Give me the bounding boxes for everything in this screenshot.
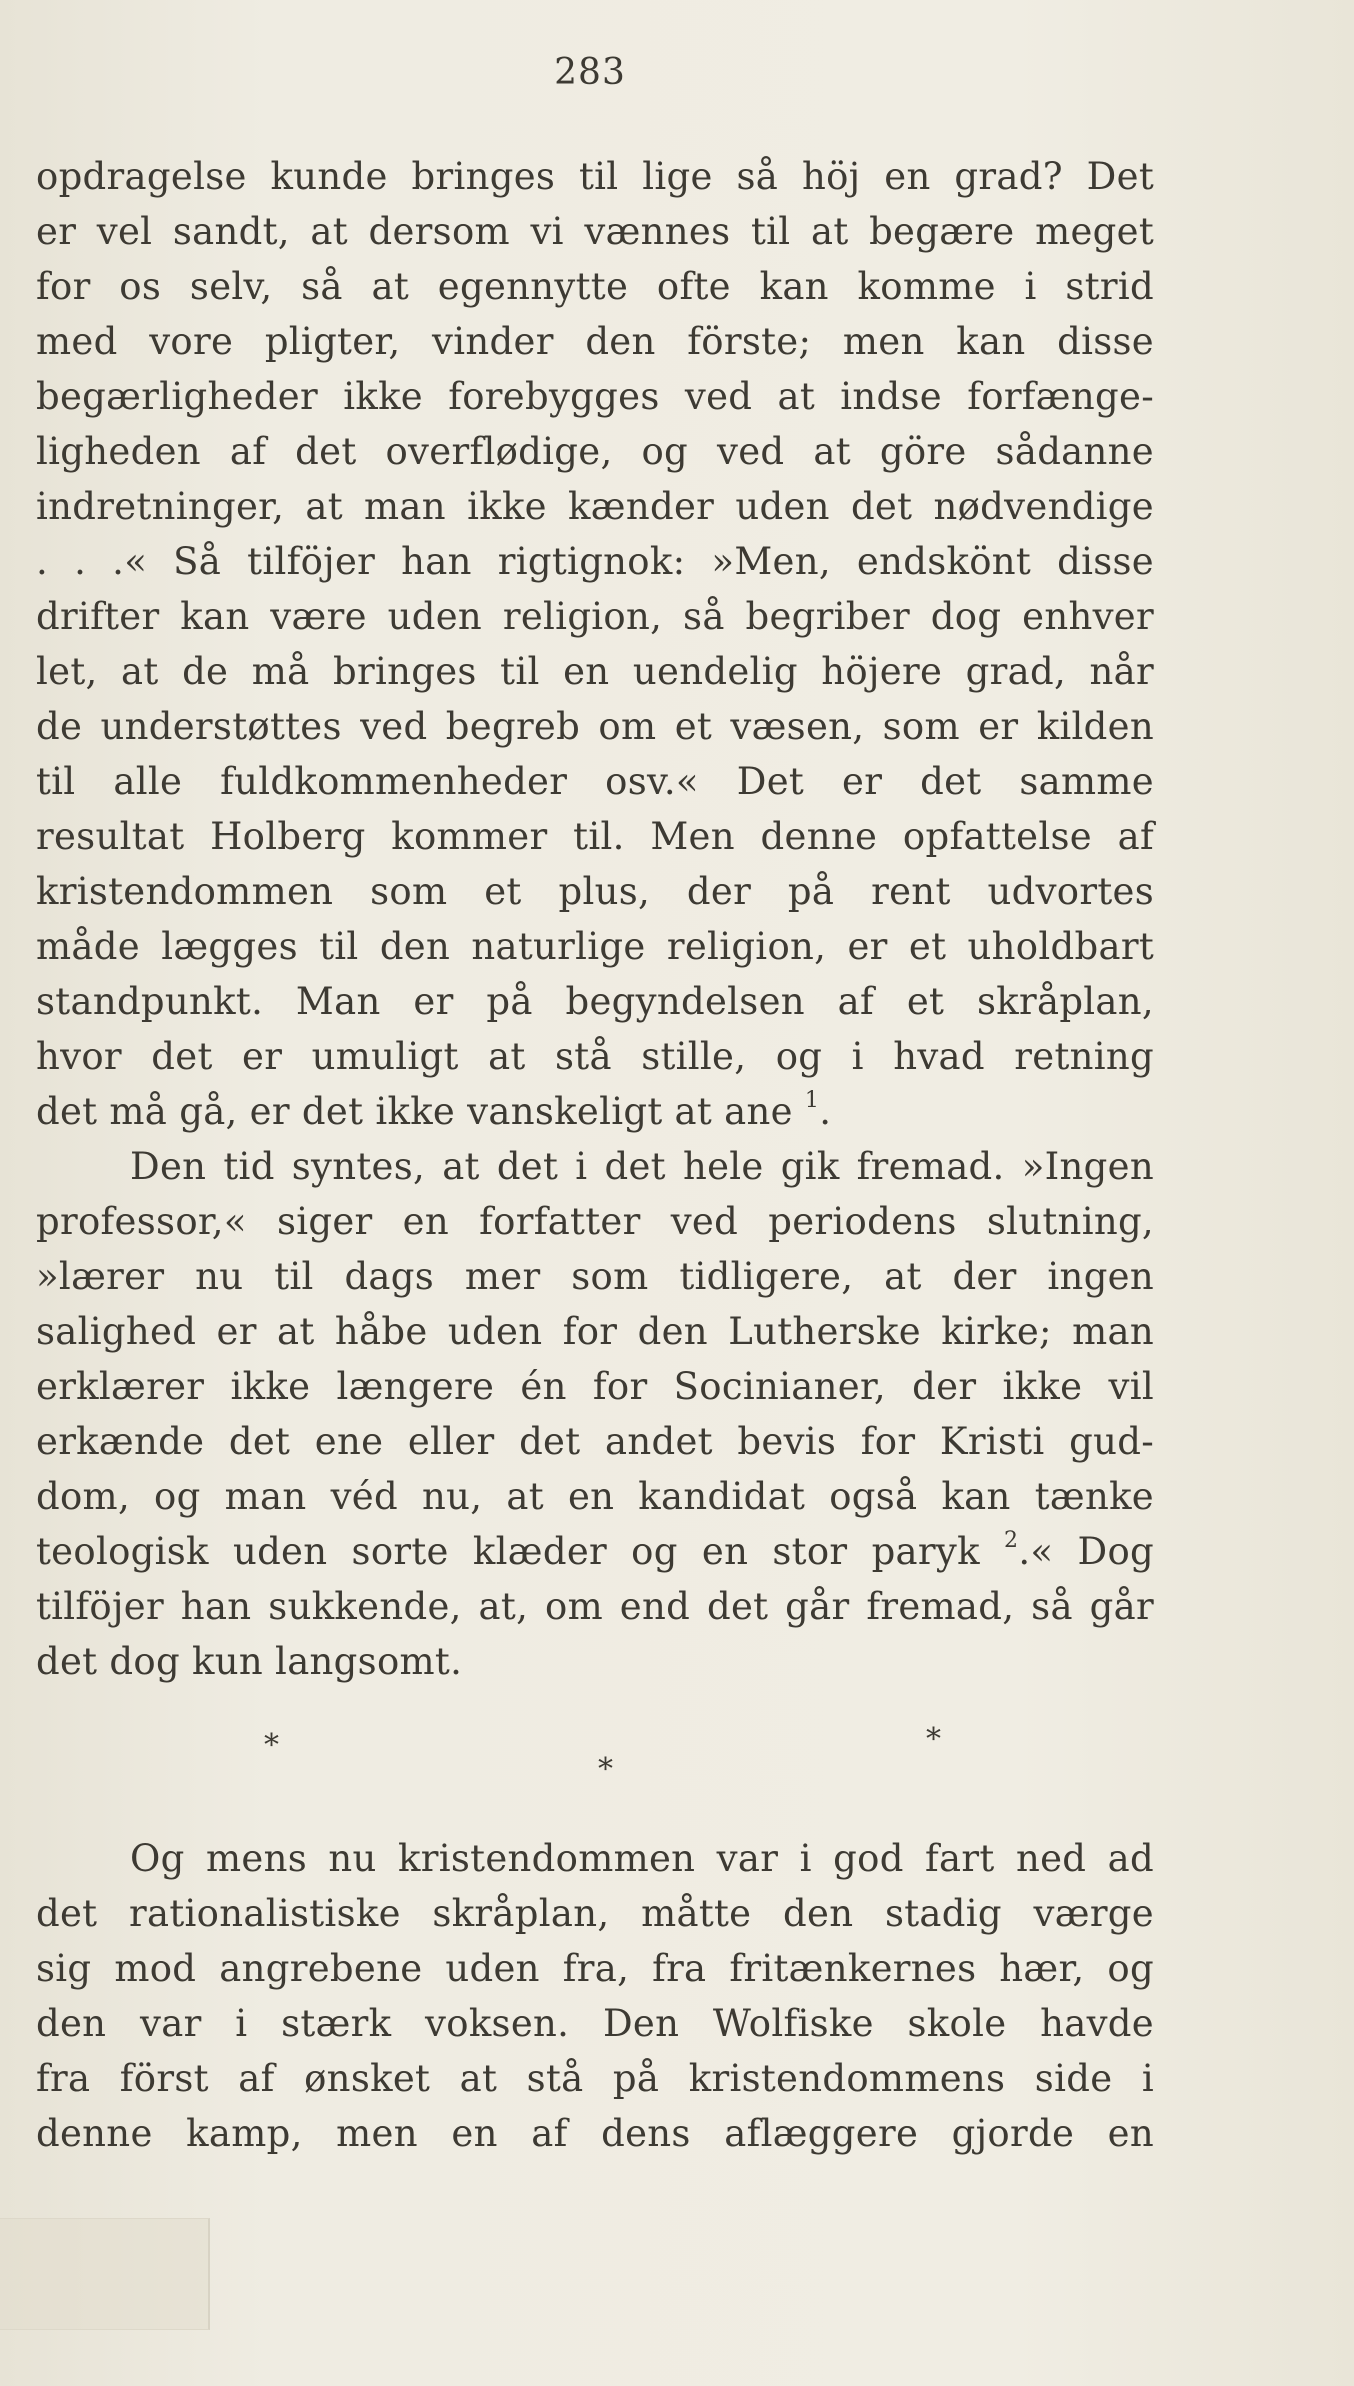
text-line: let, at de må bringes til en uendelig höjere grad, når — [36, 650, 1154, 693]
text-line: opdragelse kunde bringes til lige så höj en grad? Det — [36, 155, 1154, 198]
text-line: hvor det er umuligt at stå stille, og i hvad retning — [36, 1035, 1154, 1078]
text-line: denne kamp, men en af dens aflæggere gjorde en — [36, 2112, 1154, 2155]
text-line-content: teologisk uden sorte klæder og en stor paryk — [36, 1530, 980, 1573]
footnote-reference: 1 — [804, 1087, 820, 1113]
section-separator-star: * — [264, 1728, 279, 1763]
text-line-content: det må gå, er det ikke vanskeligt at ane — [36, 1090, 793, 1133]
text-line: fra först af ønsket at stå på kristendommens side i — [36, 2057, 1154, 2100]
text-line: resultat Holberg kommer til. Men denne opfattelse af — [36, 815, 1154, 858]
text-line: Og mens nu kristendommen var i god fart ned ad — [130, 1837, 1154, 1880]
text-line: kristendommen som et plus, der på rent udvortes — [36, 870, 1154, 913]
text-line: . . .« Så tilföjer han rigtignok: »Men, endskönt disse — [36, 540, 1154, 583]
paper-stain — [0, 2218, 210, 2330]
text-line: begærligheder ikke forebygges ved at indse forfænge- — [36, 375, 1154, 418]
text-line: til alle fuldkommenheder osv.« Det er det samme — [36, 760, 1154, 803]
text-line: salighed er at håbe uden for den Lutherske kirke; man — [36, 1310, 1154, 1353]
text-line — [36, 1527, 1154, 1577]
text-line: måde lægges til den naturlige religion, er et uholdbart — [36, 925, 1154, 968]
text-line: er vel sandt, at dersom vi vænnes til at begære meget — [36, 210, 1154, 253]
text-line: den var i stærk voksen. Den Wolfiske skole havde — [36, 2002, 1154, 2045]
text-line: sig mod angrebene uden fra, fra fritænkernes hær, og — [36, 1947, 1154, 1990]
text-line: det rationalistiske skråplan, måtte den stadig værge — [36, 1892, 1154, 1935]
text-line: professor,« siger en forfatter ved periodens slutning, — [36, 1200, 1154, 1243]
text-line-ending: . — [819, 1090, 832, 1133]
page-number: 283 — [554, 52, 626, 93]
text-line: de understøttes ved begreb om et væsen, som er kilden — [36, 705, 1154, 748]
text-line: ligheden af det overflødige, og ved at göre sådanne — [36, 430, 1154, 473]
section-separator-star: * — [598, 1752, 613, 1787]
text-line: for os selv, så at egennytte ofte kan komme i strid — [36, 265, 1154, 308]
text-line-ending: .« Dog — [1018, 1530, 1154, 1573]
text-line: standpunkt. Man er på begyndelsen af et skråplan, — [36, 980, 1154, 1023]
text-line: tilföjer han sukkende, at, om end det går fremad, så går — [36, 1585, 1154, 1628]
section-separator-star: * — [926, 1722, 941, 1757]
footnote-reference: 2 — [1004, 1527, 1019, 1553]
text-line — [36, 1087, 1154, 1137]
text-line: dom, og man véd nu, at en kandidat også kan tænke — [36, 1475, 1154, 1518]
text-line: drifter kan være uden religion, så begriber dog enhver — [36, 595, 1154, 638]
text-line: Den tid syntes, at det i det hele gik fremad. »Ingen — [130, 1145, 1154, 1188]
text-line: indretninger, at man ikke kænder uden det nødvendige — [36, 485, 1154, 528]
text-line: erkænde det ene eller det andet bevis for Kristi gud- — [36, 1420, 1154, 1463]
text-line: med vore pligter, vinder den förste; men kan disse — [36, 320, 1154, 363]
text-line: »lærer nu til dags mer som tidligere, at der ingen — [36, 1255, 1154, 1298]
text-line: erklærer ikke længere én for Socinianer, der ikke vil — [36, 1365, 1154, 1408]
text-line: det dog kun langsomt. — [36, 1640, 463, 1683]
